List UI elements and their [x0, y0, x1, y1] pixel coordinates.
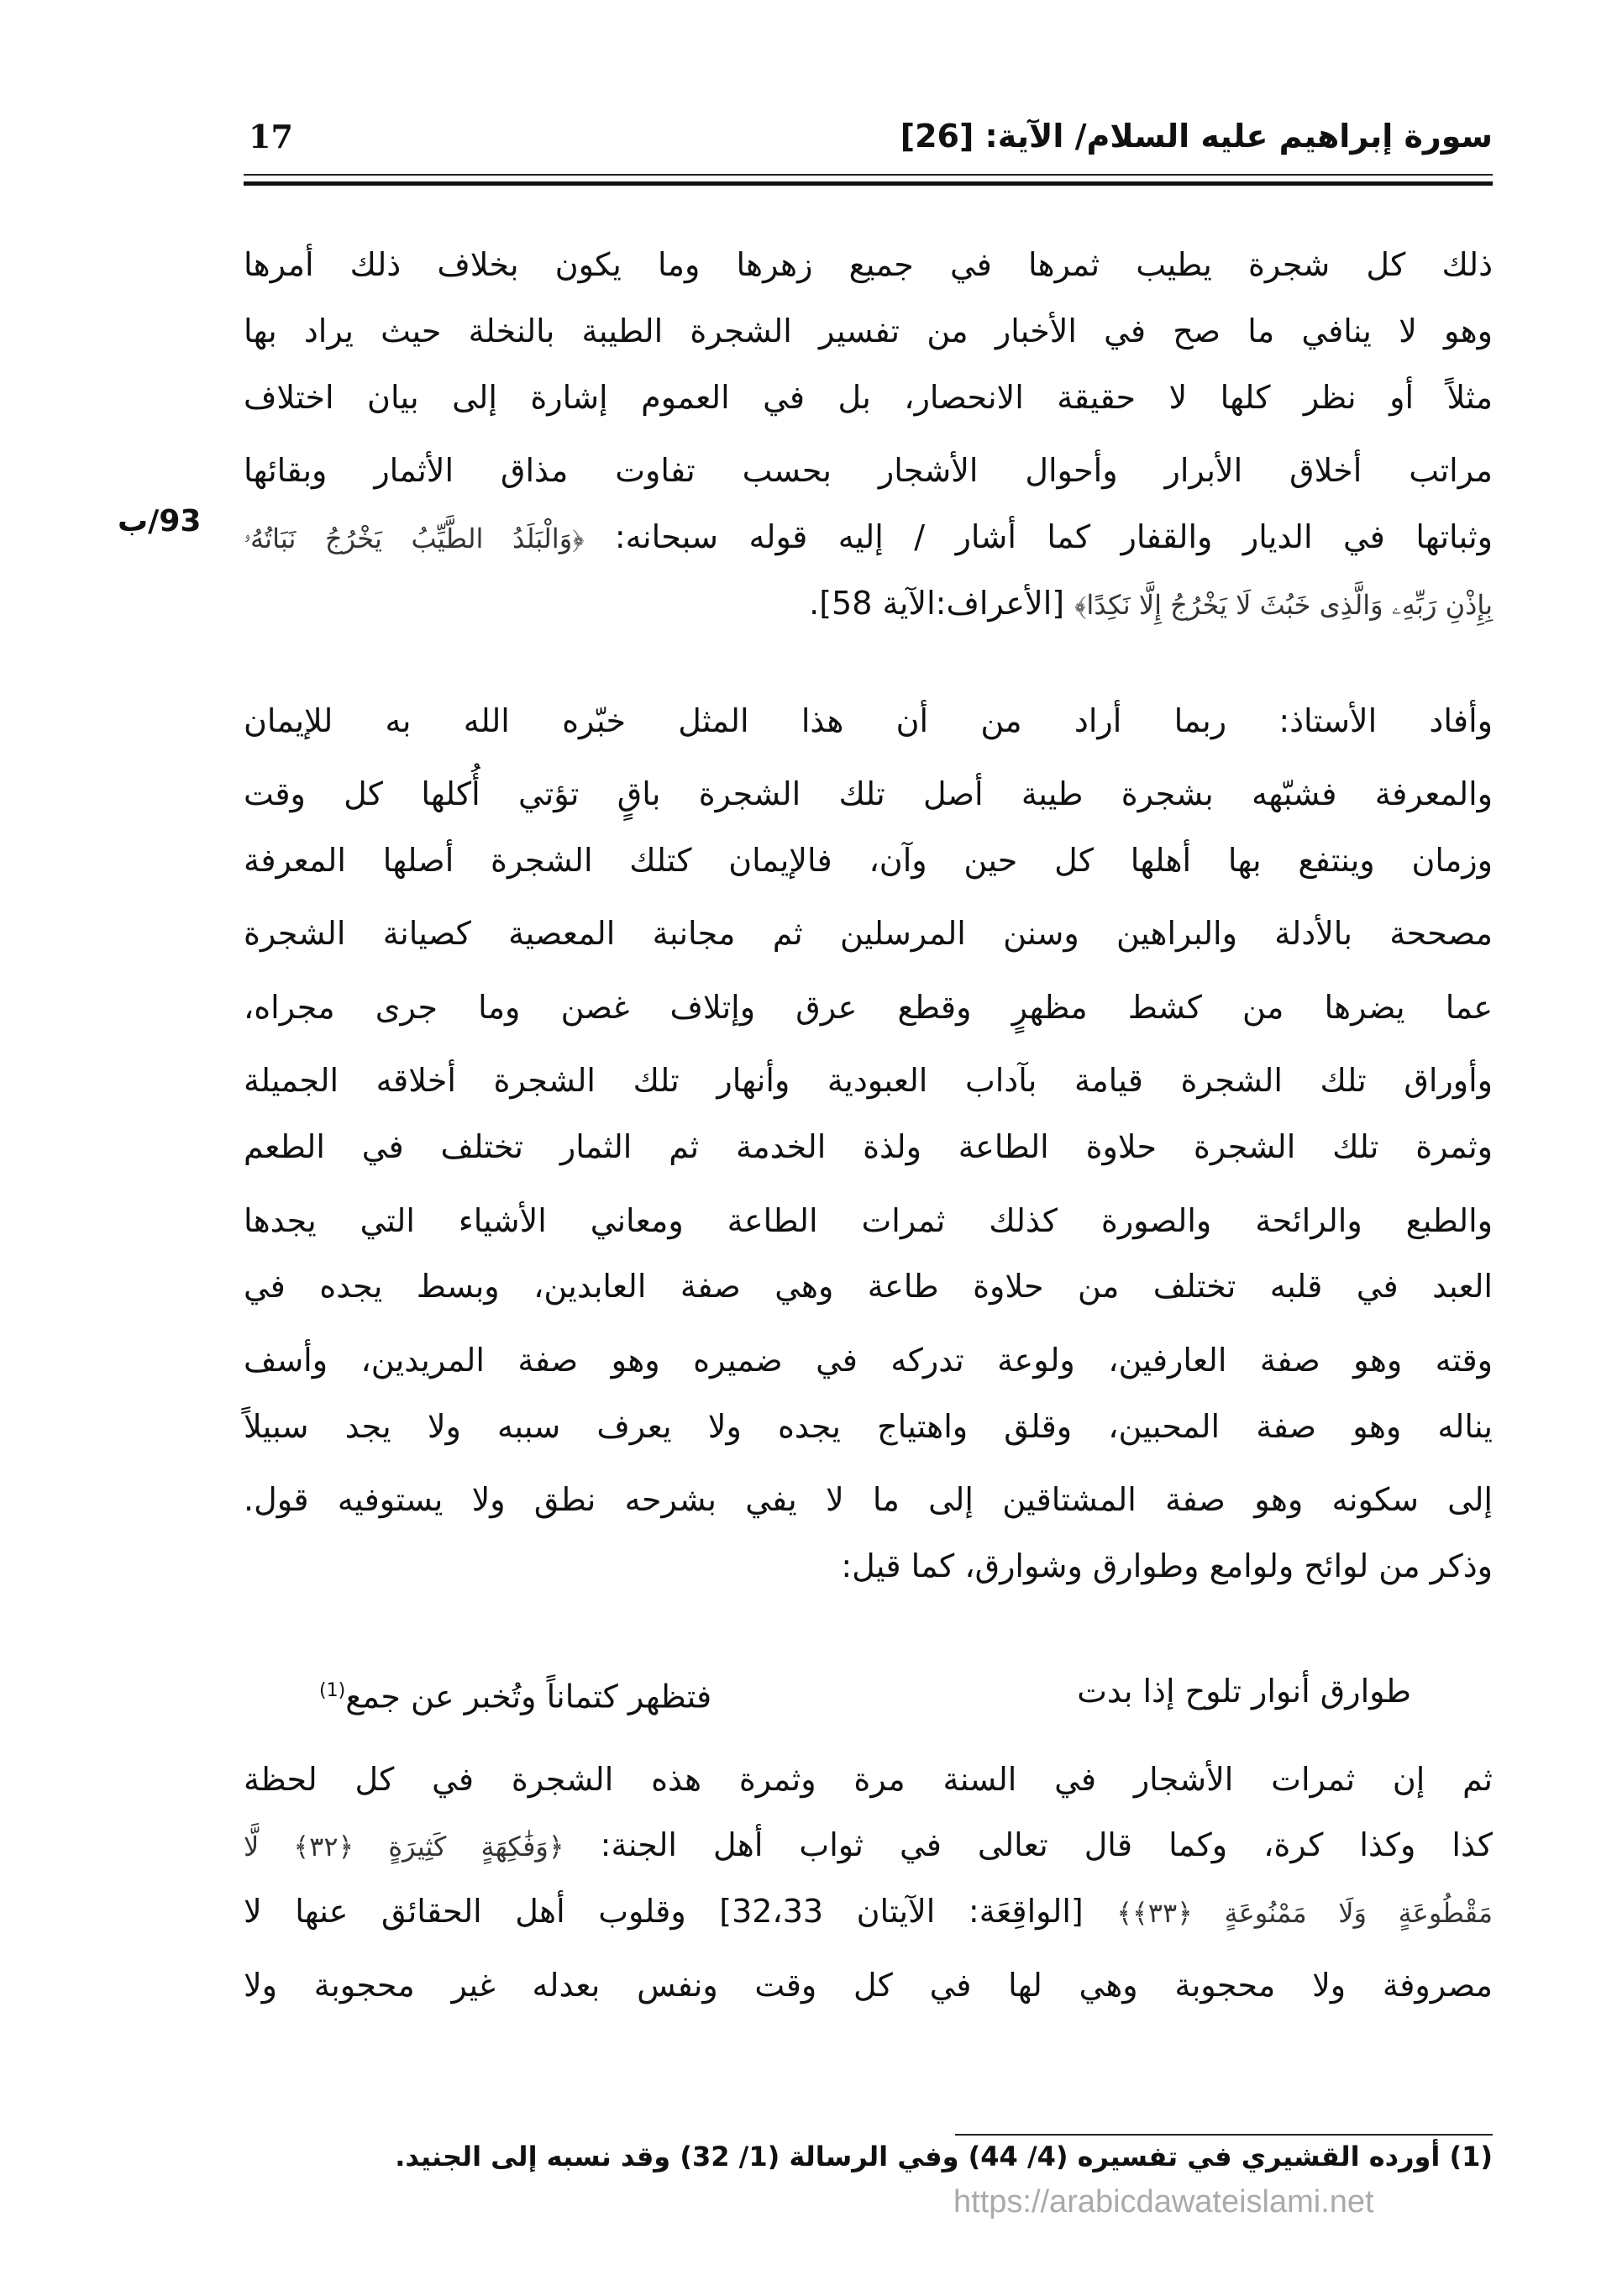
text-line: ثم إن ثمرات الأشجار في السنة مرة وثمرة هذه الشجرة في كل لحظة: [244, 1761, 1493, 1798]
text-line: [244, 503, 1493, 570]
text-line: وأوراق تلك الشجرة قيامة بآداب العبودية وأنهار تلك الشجرة أخلاقه الجميلة: [244, 1062, 1493, 1099]
text-line: وأفاد الأستاذ: ربما أراد من أن هذا المثل خبّره الله به للإيمان: [244, 702, 1493, 739]
quran-quote: بِإِذْنِ رَبِّهِۦ وَالَّذِى خَبُثَ لَا يَخْرُجُ إِلَّا نَكِدًا﴾: [1074, 589, 1493, 621]
text-line: [244, 1811, 1493, 1878]
text-line: مصروفة ولا محجوبة وهي لها في كل وقت ونفس بعدله غير محجوبة ولا: [244, 1967, 1493, 2004]
text-line: [244, 570, 1493, 637]
text-line: مراتب أخلاق الأبرار وأحوال الأشجار بحسب تفاوت مذاق الأثمار وبقائها: [244, 452, 1493, 489]
header-rule-thin: [244, 174, 1493, 176]
watermark: https://arabicdawateislami.net: [953, 2184, 1374, 2220]
first-hemistich: طوارق أنوار تلوح إذا بدت: [1077, 1673, 1411, 1710]
footnote-separator: [955, 2134, 1493, 2136]
margin-folio-note: 93/ب: [118, 504, 202, 539]
second-hemistich-text: فتظهر كتماناً وتُخبر عن جمع: [345, 1678, 712, 1715]
text-line: يناله وهو صفة المحبين، وقلق واهتياج يجده ولا يعرف سببه ولا يجد سبيلاً: [244, 1408, 1493, 1445]
footnote: [395, 2141, 1493, 2173]
poetry-verse: [319, 1658, 1411, 1731]
quran-quote: ﴿وَفَٰكِهَةٍ كَثِيرَةٍ ﴿٣٢﴾ لَّا: [244, 1831, 564, 1863]
text-line: عما يضرها من كشط مظهرٍ وقطع عرق وإتلاف غصن وما جرى مجراه،: [244, 989, 1493, 1026]
running-header-title: سورة إبراهيم عليه السلام/ الآية: [26]: [900, 118, 1493, 155]
text-line: إلى سكونه وهو صفة المشتاقين إلى ما لا يفي بشرحه نطق ولا يستوفيه قول.: [244, 1481, 1493, 1518]
text-line: مصححة بالأدلة والبراهين وسنن المرسلين ثم مجانبة المعصية كصيانة الشجرة: [244, 915, 1493, 952]
footnote-marker: (1): [1449, 2141, 1493, 2173]
text-segment: وثباتها في الديار والقفار كما أشار / إليه قوله سبحانه:: [614, 518, 1493, 555]
text-line: وقته وهو صفة العارفين، ولوعة تدركه في ضميره وهو صفة المريدين، وأسف: [244, 1342, 1493, 1379]
text-line: وذكر من لوائح ولوامع وطوارق وشوارق، كما قيل:: [841, 1547, 1493, 1584]
page-number: 17: [249, 118, 293, 155]
text-line: وثمرة تلك الشجرة حلاوة الطاعة ولذة الخدمة ثم الثمار تختلف في الطعم: [244, 1128, 1493, 1165]
text-line: والمعرفة فشبّهه بشجرة طيبة أصل تلك الشجرة باقٍ تؤتي أُكلها كل وقت: [244, 775, 1493, 812]
text-line: ذلك كل شجرة يطيب ثمرها في جميع زهرها وما يكون بخلاف ذلك أمرها: [244, 246, 1493, 283]
text-line: [244, 1878, 1493, 1945]
text-line: العبد في قلبه تختلف من حلاوة طاعة وهي صفة العابدين، وبسط يجده في: [244, 1268, 1493, 1305]
text-segment: [الواقِعَة: الآيتان 32،33] وقلوب أهل الحقائق عنها لا: [244, 1893, 1084, 1930]
text-segment: [الأعراف:الآية 58].: [809, 585, 1065, 622]
text-line: مثلاً أو نظر كلها لا حقيقة الانحصار، بل في العموم إشارة إلى بيان اختلاف: [244, 379, 1493, 416]
quran-quote: ﴿وَالْبَلَدُ الطَّيِّبُ يَخْرُجُ نَبَاتُهُۥ: [244, 523, 585, 554]
text-line: وهو لا ينافي ما صح في الأخبار من تفسير الشجرة الطيبة بالنخلة حيث يراد بها: [244, 313, 1493, 349]
text-line: وزمان وينتفع بها أهلها كل حين وآن، فالإيمان كتلك الشجرة أصلها المعرفة: [244, 842, 1493, 879]
footnote-text: أورده القشيري في تفسيره (4/ 44) وفي الرسالة (1/ 32) وقد نسبه إلى الجنيد.: [395, 2141, 1441, 2173]
header-rule-thick: [244, 181, 1493, 186]
text-segment: كذا وكذا كرة، وكما قال تعالى في ثواب أهل الجنة:: [600, 1826, 1493, 1863]
footnote-ref: (1): [319, 1680, 346, 1701]
second-hemistich: [319, 1658, 711, 1731]
quran-quote: مَقْطُوعَةٍ وَلَا مَمْنُوعَةٍ ﴿٣٣﴾﴾: [1116, 1897, 1493, 1929]
text-line: والطبع والرائحة والصورة كذلك ثمرات الطاعة ومعاني الأشياء التي يجدها: [244, 1202, 1493, 1239]
